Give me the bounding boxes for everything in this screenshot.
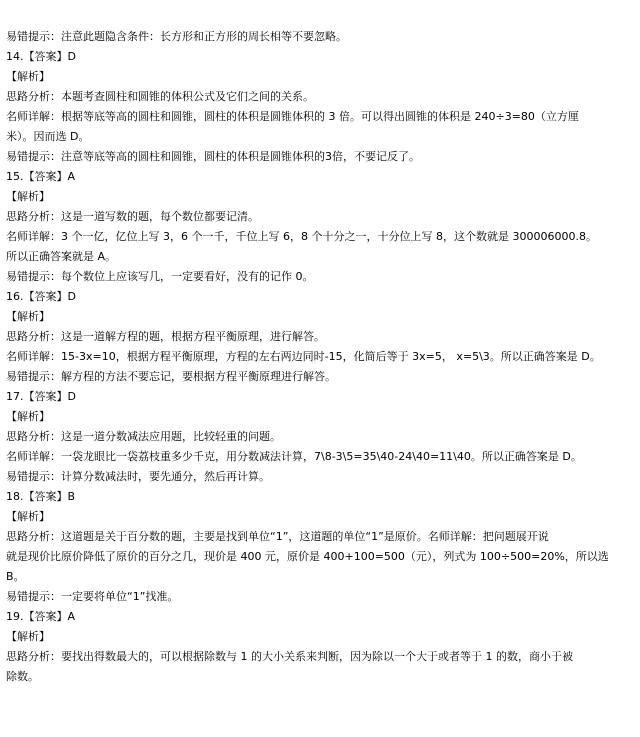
analysis-heading-16: 【解析】 xyxy=(6,310,50,323)
tip-line-15: 易错提示：每个数位上应该写几，一定要看好，没有的记作 0。 xyxy=(6,270,314,283)
answer-heading-18: 18.【答案】B xyxy=(6,490,76,503)
explanation-line-17: 名师详解：一袋龙眼比一袋荔枝重多少千克，用分数减法计算，7\8-3\5=35\40-24\40=11\40。所以正确答案是 D。 xyxy=(6,450,582,463)
approach-line-19a: 思路分析：要找出得数最大的，可以根据除数与 1 的大小关系来判断，因为除以一个大于或者等于 1 的数，商小于被 xyxy=(6,650,573,663)
analysis-heading-19: 【解析】 xyxy=(6,630,50,643)
analysis-heading-15: 【解析】 xyxy=(6,190,50,203)
approach-line-18c: B。 xyxy=(6,570,25,583)
answer-heading-16: 16.【答案】D xyxy=(6,290,76,303)
analysis-heading-14: 【解析】 xyxy=(6,70,50,83)
answer-heading-15: 15.【答案】A xyxy=(6,170,76,183)
answer-heading-17: 17.【答案】D xyxy=(6,390,76,403)
explanation-line-15a: 名师详解：3 个一亿，亿位上写 3，6 个一千，千位上写 6，8 个十分之一，十分位上写 8，这个数就是 300006000.8。 xyxy=(6,230,597,243)
approach-line-18a: 思路分析：这道题是关于百分数的题，主要是找到单位“1”，这道题的单位“1”是原价。名师详解：把问题展开说 xyxy=(6,530,549,543)
approach-line-14: 思路分析：本题考查圆柱和圆锥的体积公式及它们之间的关系。 xyxy=(6,90,314,103)
explanation-line-15b: 所以正确答案就是 A。 xyxy=(6,250,117,263)
tip-line-14: 易错提示：注意等底等高的圆柱和圆锥，圆柱的体积是圆锥体积的3倍，不要记反了。 xyxy=(6,150,420,163)
analysis-heading-17: 【解析】 xyxy=(6,410,50,423)
approach-line-18b: 就是现价比原价降低了原价的百分之几，现价是 400 元，原价是 400+100=500（元），列式为 100÷500=20%，所以选 xyxy=(6,550,609,563)
explanation-line-14a: 名师详解：根据等底等高的圆柱和圆锥，圆柱的体积是圆锥体积的 3 倍。可以得出圆锥的体积是 240÷3=80（立方厘 xyxy=(6,110,579,123)
tip-line-13: 易错提示：注意此题隐含条件：长方形和正方形的周长相等不要忽略。 xyxy=(6,30,347,43)
answer-heading-14: 14.【答案】D xyxy=(6,50,76,63)
answer-heading-19: 19.【答案】A xyxy=(6,610,76,623)
approach-line-17: 思路分析：这是一道分数减法应用题，比较轻重的问题。 xyxy=(6,430,281,443)
approach-line-19b: 除数。 xyxy=(6,670,39,683)
tip-line-18: 易错提示：一定要将单位“1”找准。 xyxy=(6,590,179,603)
explanation-line-16: 名师详解：15-3x=10，根据方程平衡原理，方程的左右两边同时-15，化简后等于 3x=5， x=5\3。所以正确答案是 D。 xyxy=(6,350,601,363)
explanation-line-14b: 米）。因而选 D。 xyxy=(6,130,90,143)
analysis-heading-18: 【解析】 xyxy=(6,510,50,523)
tip-line-17: 易错提示：计算分数减法时，要先通分，然后再计算。 xyxy=(6,470,270,483)
tip-line-16: 易错提示：解方程的方法不要忘记，要根据方程平衡原理进行解答。 xyxy=(6,370,336,383)
approach-line-16: 思路分析：这是一道解方程的题，根据方程平衡原理，进行解答。 xyxy=(6,330,325,343)
approach-line-15: 思路分析：这是一道写数的题，每个数位都要记清。 xyxy=(6,210,259,223)
